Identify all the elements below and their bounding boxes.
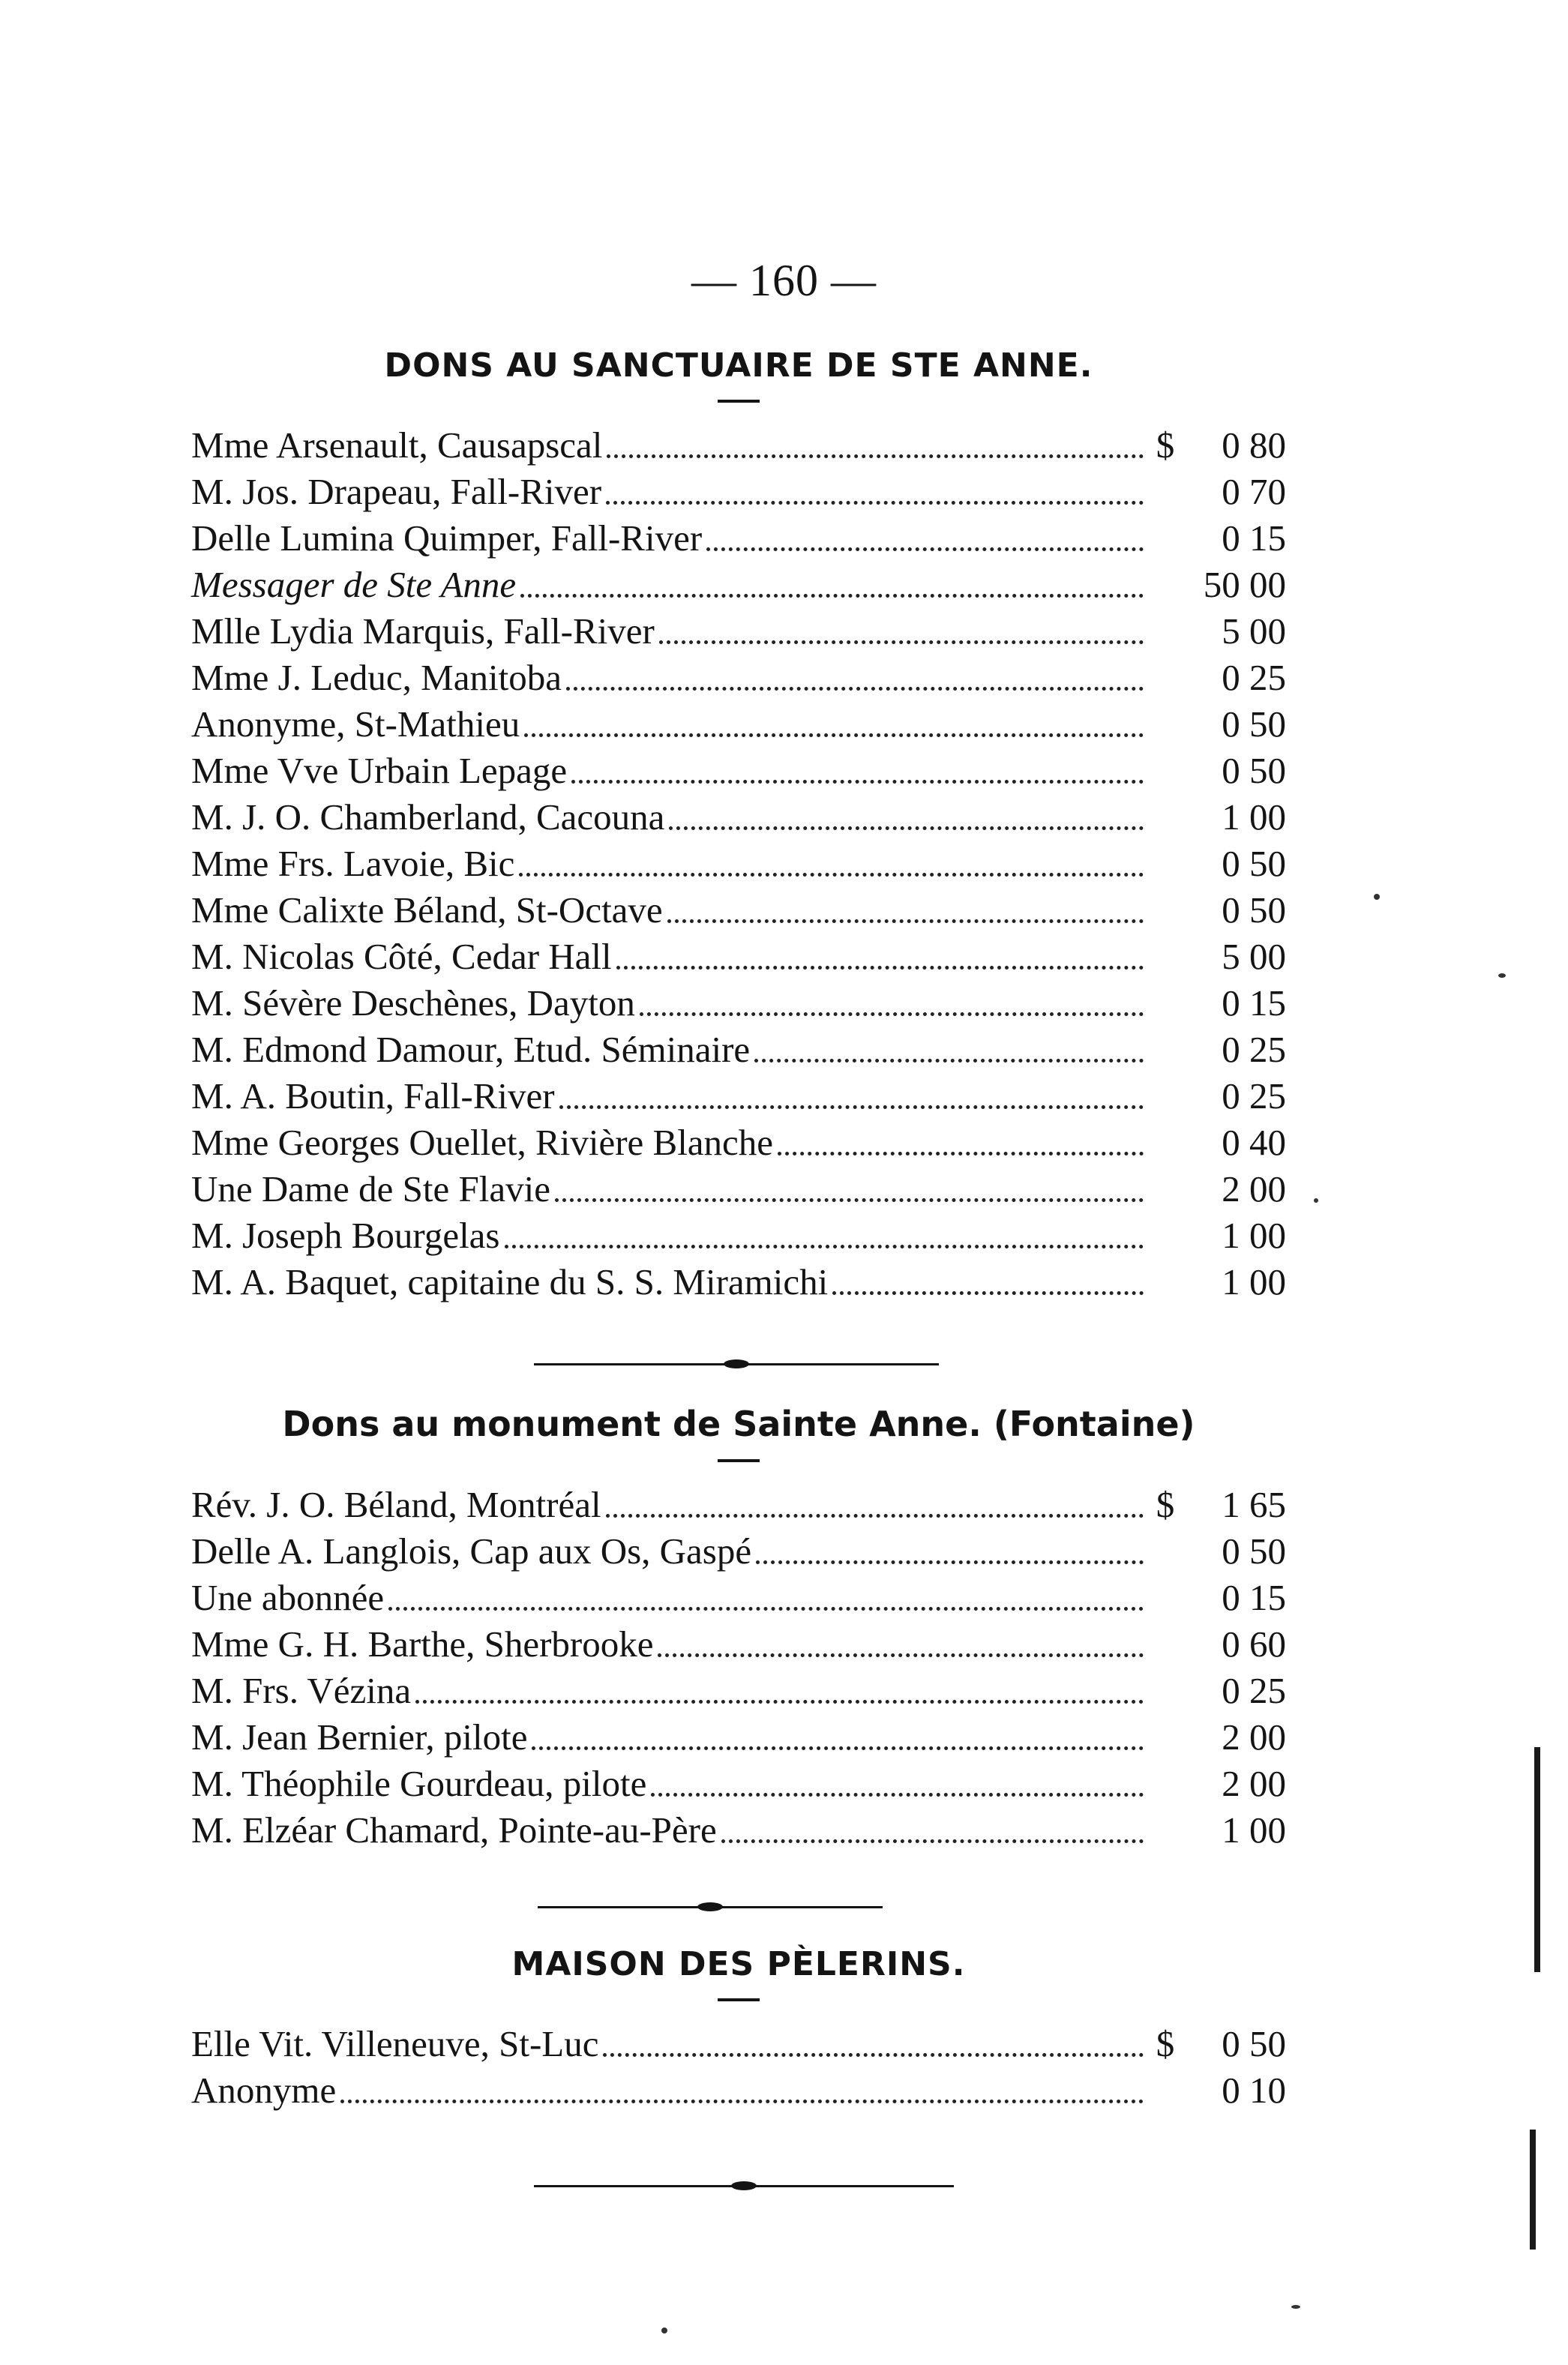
donor-name: M. Jean Bernier, pilote — [191, 1716, 528, 1758]
dot-leader — [532, 1746, 1144, 1750]
donation-amount: 0 50 — [1222, 843, 1286, 884]
donation-row — [191, 1761, 1286, 1807]
dot-leader — [658, 1653, 1144, 1657]
section-divider — [534, 1363, 939, 1365]
donor-name: Mme Calixte Béland, St-Octave — [191, 889, 663, 931]
donation-row — [191, 1668, 1286, 1714]
dot-leader — [616, 966, 1144, 970]
dot-leader — [415, 1700, 1144, 1704]
scan-speck — [1291, 2305, 1300, 2309]
donor-name: Mme J. Leduc, Manitoba — [191, 657, 562, 698]
donor-name: M. Théophile Gourdeau, pilote — [191, 1763, 647, 1804]
dot-leader — [571, 780, 1144, 784]
donation-row — [191, 562, 1286, 608]
donor-name: M. A. Boutin, Fall-River — [191, 1075, 555, 1117]
donation-amount: 0 10 — [1222, 2070, 1286, 2111]
donation-row — [191, 1575, 1286, 1621]
section-title: MAISON DES PÈLERINS. — [511, 1945, 966, 1983]
donation-row — [191, 2067, 1286, 2114]
donor-name: Anonyme — [191, 2070, 337, 2111]
dot-leader — [607, 454, 1144, 458]
donation-row — [191, 1482, 1286, 1528]
donation-row — [191, 934, 1286, 980]
donation-list — [191, 422, 1286, 1305]
donation-list — [191, 1482, 1286, 1854]
dot-leader — [756, 1560, 1144, 1564]
donor-name: Mlle Lydia Marquis, Fall-River — [191, 610, 655, 652]
donation-amount: 0 50 — [1222, 2023, 1286, 2064]
dot-leader — [606, 501, 1144, 505]
dot-leader — [669, 826, 1144, 830]
donation-row — [191, 887, 1286, 934]
donation-row — [191, 1166, 1286, 1212]
donation-amount: 1 65 — [1222, 1484, 1286, 1525]
donation-amount: 2 00 — [1222, 1763, 1286, 1804]
section-title: DONS AU SANCTUAIRE DE STE ANNE. — [384, 346, 1093, 385]
donation-amount: 0 25 — [1222, 1075, 1286, 1117]
donation-row — [191, 1027, 1286, 1073]
donation-row — [191, 515, 1286, 562]
dot-leader — [566, 687, 1144, 691]
donation-amount: 0 50 — [1222, 889, 1286, 931]
donation-row — [191, 1212, 1286, 1259]
donor-name: Rév. J. O. Béland, Montréal — [191, 1484, 601, 1525]
dot-leader — [706, 547, 1144, 551]
donation-amount: 0 60 — [1222, 1623, 1286, 1665]
donation-row — [191, 469, 1286, 515]
dot-leader — [721, 1839, 1144, 1843]
donor-name: M. Frs. Vézina — [191, 1670, 412, 1711]
donor-name: Messager de Ste Anne — [191, 564, 517, 605]
title-rule — [718, 400, 760, 403]
donation-amount: 1 00 — [1222, 1261, 1286, 1302]
title-rule — [718, 1998, 760, 2001]
donor-name: M. Joseph Bourgelas — [191, 1215, 500, 1256]
donation-row — [191, 1073, 1286, 1120]
donor-name: Une abonnée — [191, 1577, 385, 1618]
donation-amount: 0 80 — [1222, 424, 1286, 466]
donation-row — [191, 794, 1286, 841]
donation-amount: 0 50 — [1222, 750, 1286, 791]
scan-edge-mark — [1530, 2130, 1536, 2250]
donation-amount: 2 00 — [1222, 1716, 1286, 1758]
donation-amount: 0 25 — [1222, 1029, 1286, 1070]
dot-leader — [606, 1514, 1144, 1518]
donor-name: M. A. Baquet, capitaine du S. S. Miramichi — [191, 1261, 829, 1302]
donation-amount: 0 40 — [1222, 1122, 1286, 1163]
dot-leader — [388, 1607, 1144, 1611]
donor-name: Elle Vit. Villeneuve, St-Luc — [191, 2023, 599, 2064]
donation-amount: 1 00 — [1222, 796, 1286, 838]
dot-leader — [640, 1012, 1144, 1016]
donation-amount: 0 25 — [1222, 1670, 1286, 1711]
donor-name: M. Sévère Deschènes, Dayton — [191, 982, 635, 1024]
scan-speck — [1374, 894, 1380, 900]
donation-row — [191, 1621, 1286, 1668]
donation-row — [191, 1259, 1286, 1305]
donor-name: Mme Frs. Lavoie, Bic — [191, 843, 515, 884]
donation-row — [191, 422, 1286, 469]
dot-leader — [559, 1105, 1144, 1109]
title-rule — [718, 1459, 760, 1462]
dot-leader — [505, 1245, 1144, 1248]
donor-name: Mme Vve Urbain Lepage — [191, 750, 568, 791]
dot-leader — [754, 1059, 1144, 1063]
donation-row — [191, 2021, 1286, 2067]
donation-amount: 2 00 — [1222, 1168, 1286, 1209]
donation-amount: 0 15 — [1222, 517, 1286, 559]
section-sanctuaire — [191, 346, 1286, 1305]
section-divider — [538, 1906, 883, 1908]
donor-name: M. J. O. Chamberland, Cacouna — [191, 796, 665, 838]
scan-speck — [1498, 973, 1506, 978]
donation-row — [191, 980, 1286, 1027]
donor-name: Mme G. H. Barthe, Sherbrooke — [191, 1623, 654, 1665]
donation-amount: 1 00 — [1222, 1809, 1286, 1851]
donation-row — [191, 701, 1286, 748]
section-monument — [191, 1404, 1286, 1854]
scan-speck — [1314, 1198, 1318, 1203]
donation-row — [191, 841, 1286, 887]
donation-amount: 5 00 — [1222, 936, 1286, 977]
donor-name: Une Dame de Ste Flavie — [191, 1168, 550, 1209]
dot-leader — [520, 594, 1144, 598]
donation-amount: 1 00 — [1222, 1215, 1286, 1256]
dot-leader — [651, 1793, 1144, 1797]
donation-row — [191, 655, 1286, 701]
dot-leader — [524, 733, 1144, 737]
donor-name: Delle A. Langlois, Cap aux Os, Gaspé — [191, 1530, 752, 1572]
dot-leader — [555, 1198, 1144, 1202]
donation-amount: 50 00 — [1203, 564, 1286, 605]
dot-leader — [667, 919, 1144, 923]
donation-amount: 0 15 — [1222, 982, 1286, 1024]
section-divider — [534, 2185, 954, 2187]
donor-name: Anonyme, St-Mathieu — [191, 703, 520, 745]
donation-amount: 0 50 — [1222, 703, 1286, 745]
donation-list — [191, 2021, 1286, 2114]
donation-row — [191, 1714, 1286, 1761]
donation-row — [191, 1807, 1286, 1854]
donation-amount: 0 70 — [1222, 471, 1286, 512]
section-maison-pelerins — [191, 1945, 1286, 2114]
donation-row — [191, 1528, 1286, 1575]
currency-symbol: $ — [1156, 2023, 1175, 2064]
donor-name: M. Nicolas Côté, Cedar Hall — [191, 936, 612, 977]
dot-leader — [603, 2053, 1144, 2057]
currency-symbol: $ — [1156, 424, 1175, 466]
donation-amount: 0 15 — [1222, 1577, 1286, 1618]
donation-amount: 5 00 — [1222, 610, 1286, 652]
donor-name: Delle Lumina Quimper, Fall-River — [191, 517, 703, 559]
dot-leader — [832, 1291, 1144, 1295]
dot-leader — [659, 640, 1144, 644]
donor-name: M. Jos. Drapeau, Fall-River — [191, 471, 602, 512]
currency-symbol: $ — [1156, 1484, 1175, 1525]
dot-leader — [778, 1152, 1144, 1156]
donation-row — [191, 1120, 1286, 1166]
donor-name: M. Edmond Damour, Etud. Séminaire — [191, 1029, 751, 1070]
donation-amount: 0 50 — [1222, 1530, 1286, 1572]
donation-row — [191, 748, 1286, 794]
donation-row — [191, 608, 1286, 655]
section-title: Dons au monument de Sainte Anne. (Fontaine) — [282, 1404, 1195, 1444]
donor-name: M. Elzéar Chamard, Pointe-au-Père — [191, 1809, 717, 1851]
page-number: — 160 — — [691, 256, 877, 305]
dot-leader — [519, 873, 1144, 877]
dot-leader — [340, 2100, 1144, 2103]
donor-name: Mme Georges Ouellet, Rivière Blanche — [191, 1122, 774, 1163]
donor-name: Mme Arsenault, Causapscal — [191, 424, 603, 466]
scan-speck — [661, 2328, 667, 2334]
scan-edge-mark — [1534, 1747, 1540, 1972]
donation-amount: 0 25 — [1222, 657, 1286, 698]
